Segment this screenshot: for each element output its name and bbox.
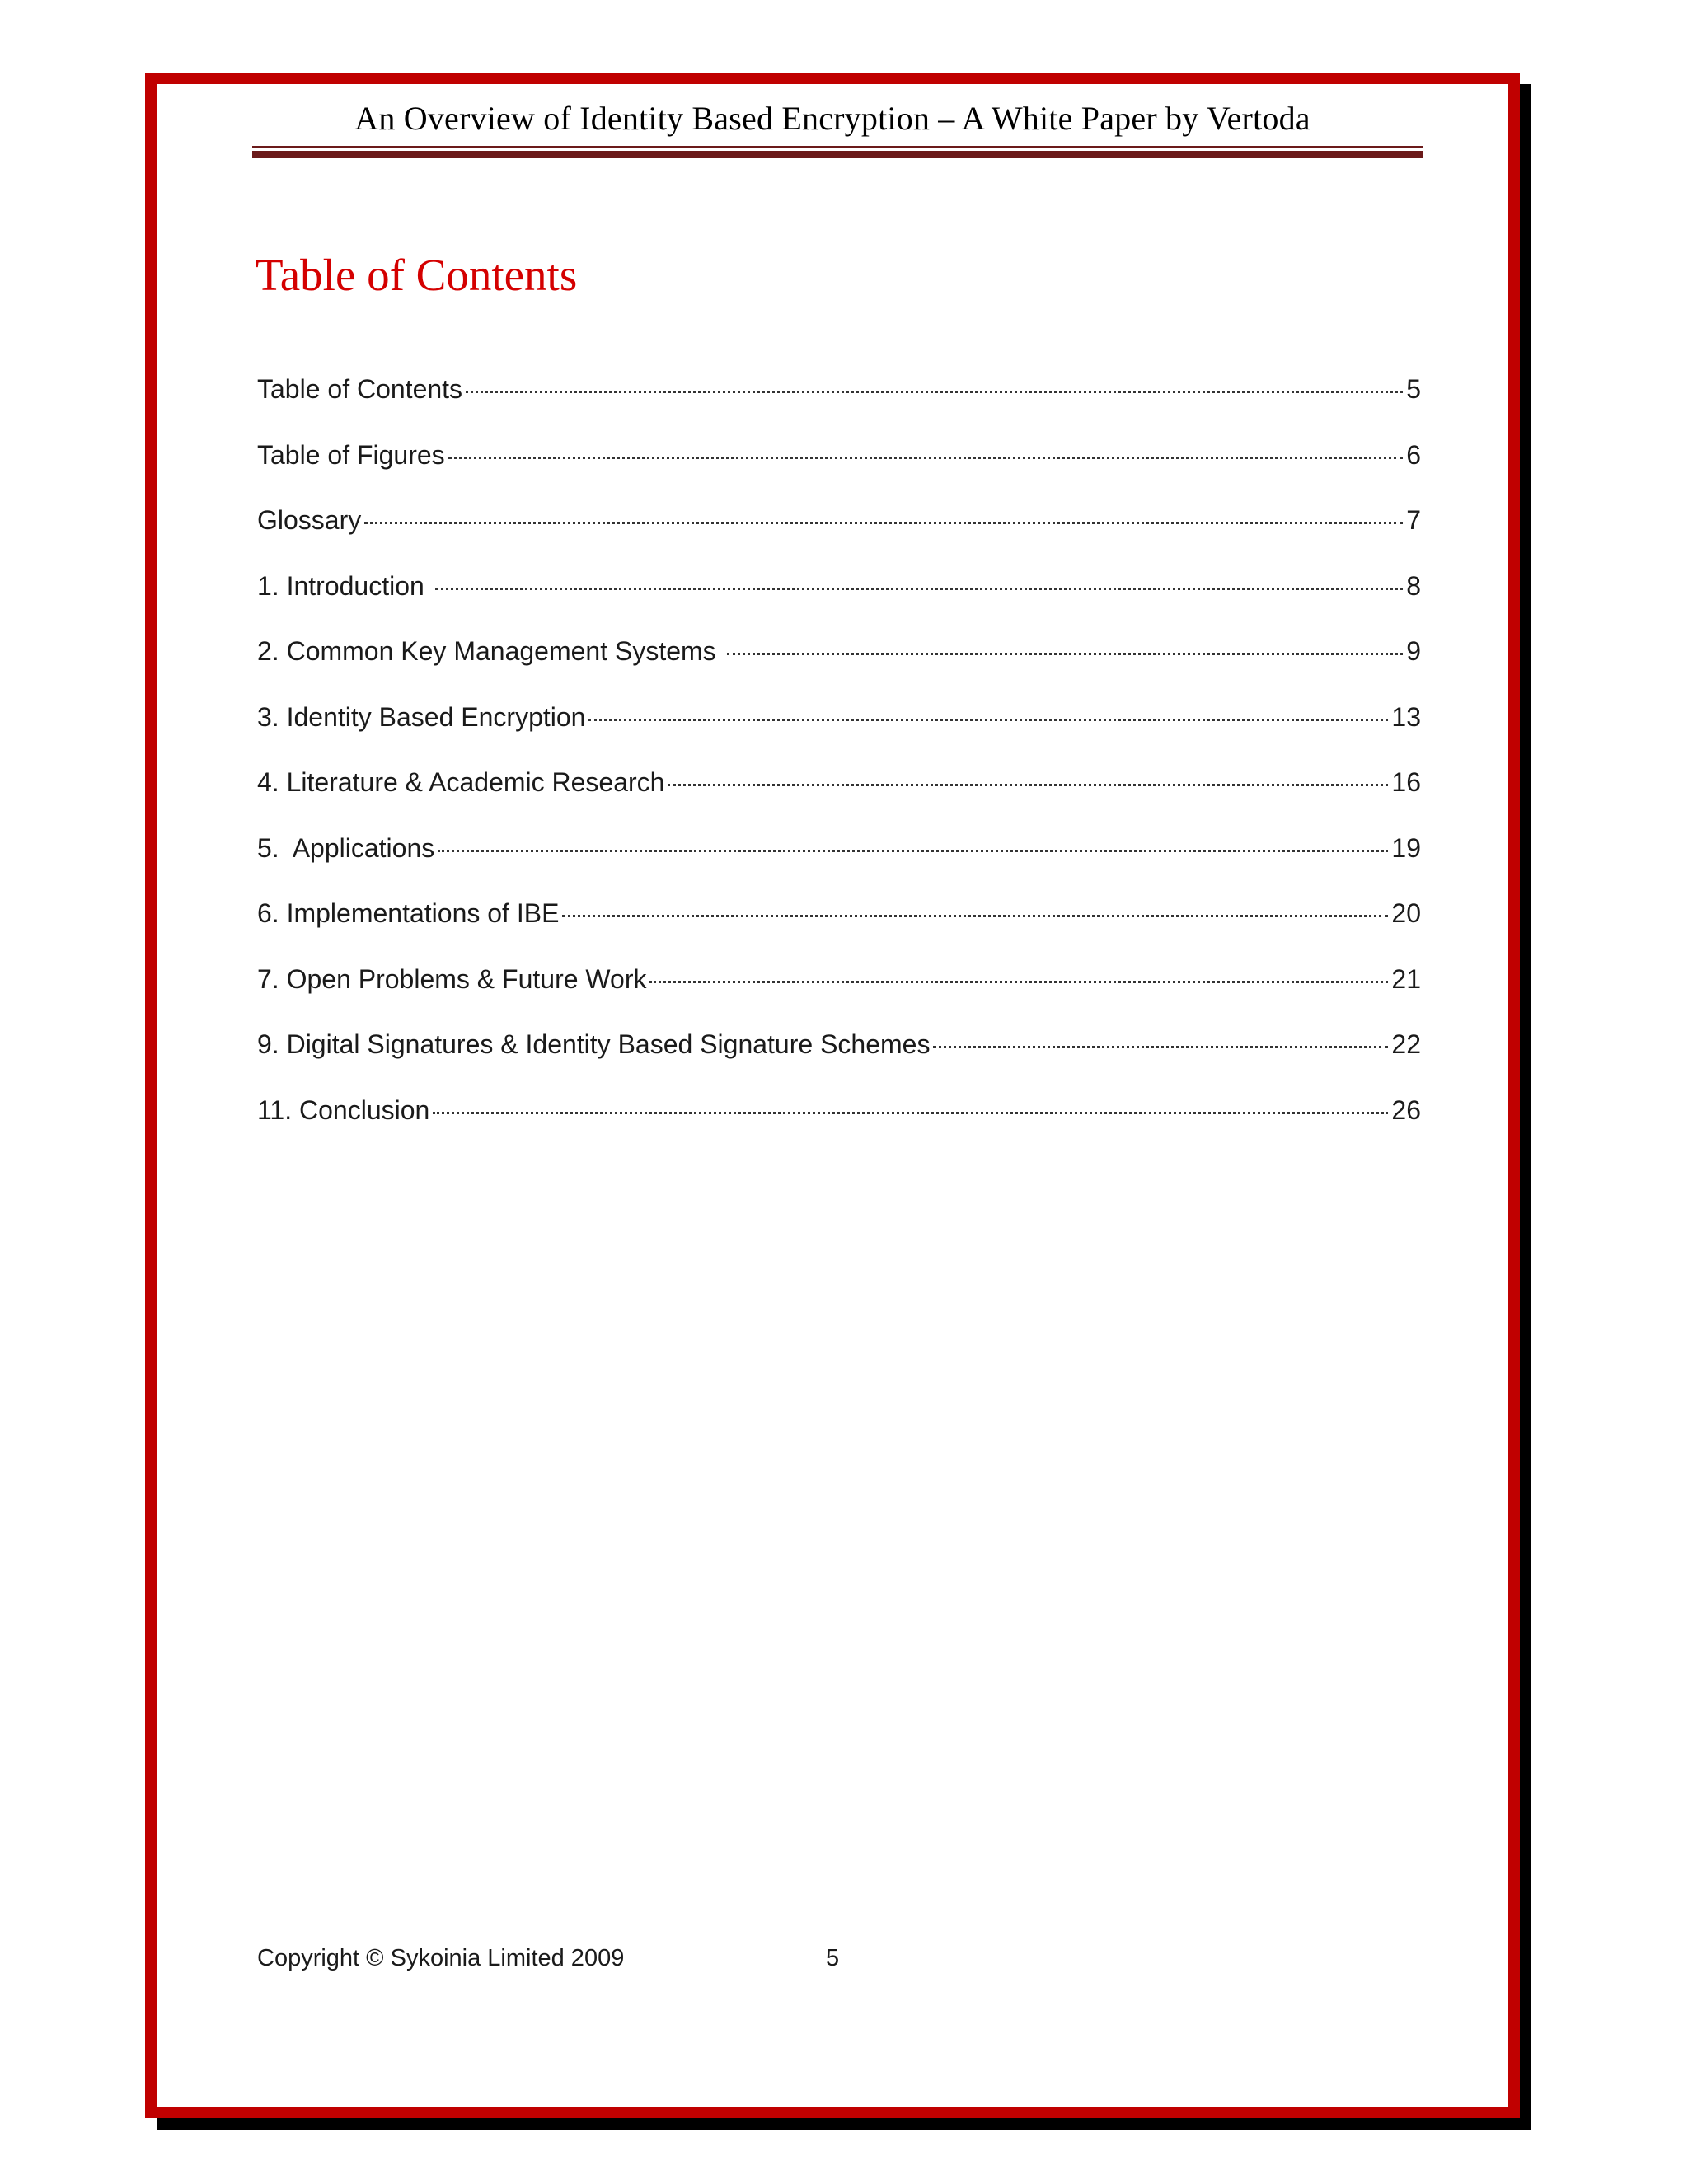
- toc-dot-leader: [433, 1112, 1388, 1114]
- toc-entry[interactable]: [257, 702, 1421, 768]
- toc-entry-title: 7. Open Problems & Future Work: [257, 963, 647, 994]
- toc-dot-leader: [435, 588, 1404, 590]
- toc-entry-title: 11. Conclusion: [257, 1094, 430, 1125]
- toc-entry-title: 3. Identity Based Encryption: [257, 701, 586, 732]
- toc-dot-leader: [448, 457, 1404, 459]
- toc-entry-page: 13: [1391, 701, 1421, 732]
- header-rule-thick: [252, 151, 1423, 158]
- toc-entry-title: 6. Implementations of IBE: [257, 898, 560, 928]
- footer-page-number: 5: [826, 1945, 840, 1971]
- toc-entry-title: 5. Applications: [257, 832, 435, 863]
- toc-entry-title: Glossary: [257, 505, 362, 535]
- toc-dot-leader: [364, 522, 1403, 524]
- toc-entry-title: Table of Figures: [257, 439, 445, 470]
- toc-entry-title: Table of Contents: [257, 374, 463, 404]
- toc-entry-page: 7: [1406, 505, 1421, 535]
- toc-entry-title: 4. Literature & Academic Research: [257, 767, 665, 797]
- toc-entry[interactable]: [257, 1029, 1421, 1095]
- toc-dot-leader: [933, 1046, 1388, 1048]
- toc-entry-page: 16: [1391, 767, 1421, 797]
- toc-entry-page: 6: [1406, 439, 1421, 470]
- toc-dot-leader: [727, 653, 1404, 655]
- header-rule-thin: [252, 146, 1423, 148]
- toc-entry-title: 1. Introduction: [257, 570, 432, 601]
- toc-dot-leader: [668, 784, 1388, 786]
- toc-dot-leader: [588, 719, 1388, 721]
- toc-entry[interactable]: [257, 374, 1421, 440]
- toc-heading: Table of Contents: [256, 250, 578, 300]
- toc-entry-page: 20: [1391, 898, 1421, 928]
- toc-dot-leader: [649, 981, 1388, 983]
- toc-entry[interactable]: [257, 833, 1421, 899]
- toc-entry-page: 5: [1406, 374, 1421, 404]
- toc-dot-leader: [438, 850, 1388, 852]
- toc-entry-title: 2. Common Key Management Systems: [257, 636, 724, 666]
- running-header: An Overview of Identity Based Encryption – A White Paper by Vertoda: [354, 100, 1311, 137]
- toc-dot-leader: [466, 391, 1403, 393]
- toc-entry-page: 8: [1406, 570, 1421, 601]
- footer-copyright: Copyright © Sykoinia Limited 2009: [257, 1945, 625, 1971]
- toc-entry[interactable]: [257, 767, 1421, 833]
- toc-entry-page: 26: [1391, 1094, 1421, 1125]
- toc-entry-page: 9: [1406, 636, 1421, 666]
- header-rule: [252, 146, 1423, 158]
- toc-entry[interactable]: [257, 571, 1421, 637]
- toc-list: [257, 374, 1421, 1160]
- toc-entry[interactable]: [257, 964, 1421, 1030]
- toc-entry[interactable]: [257, 898, 1421, 964]
- toc-entry-page: 21: [1391, 963, 1421, 994]
- toc-entry[interactable]: [257, 440, 1421, 506]
- toc-entry[interactable]: [257, 1095, 1421, 1161]
- toc-entry-page: 22: [1391, 1029, 1421, 1059]
- toc-entry-title: 9. Digital Signatures & Identity Based Signature Schemes: [257, 1029, 931, 1059]
- toc-dot-leader: [562, 915, 1388, 917]
- document-page: [145, 73, 1520, 2118]
- toc-entry[interactable]: [257, 505, 1421, 571]
- toc-entry[interactable]: [257, 636, 1421, 702]
- toc-entry-page: 19: [1391, 832, 1421, 863]
